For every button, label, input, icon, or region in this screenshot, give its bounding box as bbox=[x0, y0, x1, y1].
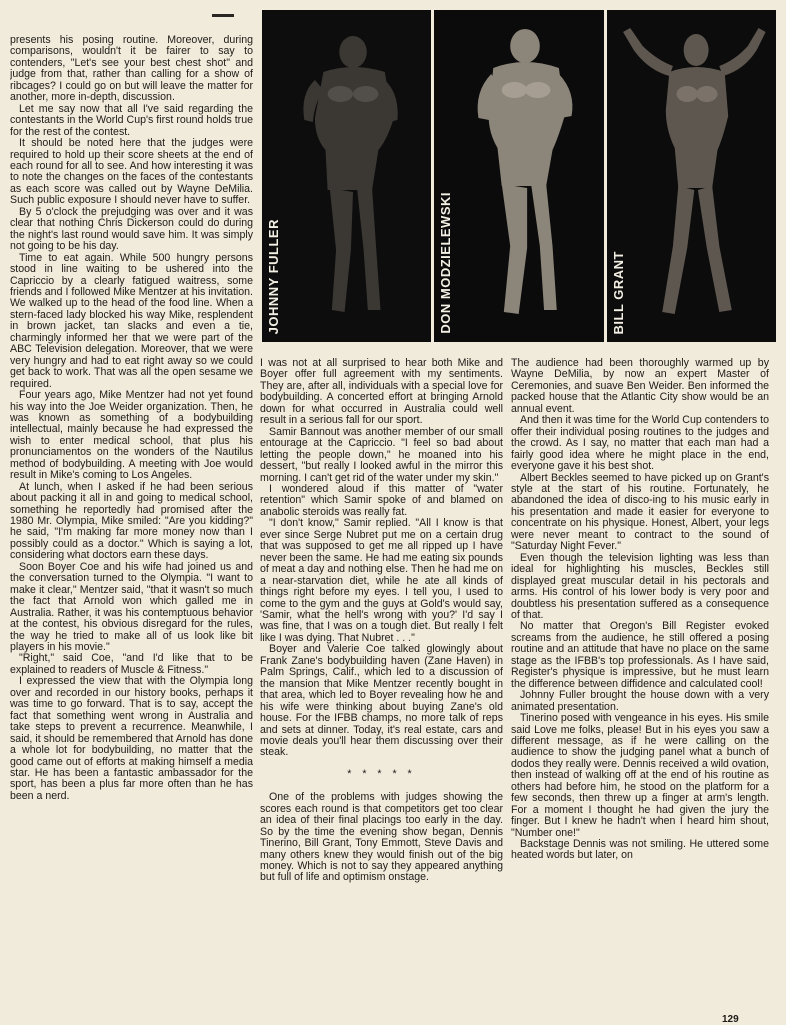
paragraph: "Right," said Coe, "and I'd like that to be explained to readers of Muscle & Fitness." bbox=[10, 652, 253, 676]
paragraph: Let me say now that all I've said regarding the contestants in the World Cup's first round holds true for the rest of the contest. bbox=[10, 102, 253, 138]
paragraph: No matter that Oregon's Bill Register evoked screams from the audience, he still offered a posing routine and an attitude that have no place on the same stage as the IFBB's top professionals. As I have said, Register's physique is impressive, but he must learn the difference between diffidence and calculated cool! bbox=[511, 620, 769, 690]
paragraph: Albert Beckles seemed to have picked up on Grant's style at the start of his routine. Fortunately, he abandoned the idea of disco-ing to his music early in his presentation and made it easier for everyone to concentrate on his physique. Honest, Albert, your legs were never meant to contract to the sound of "Saturday Night Fever." bbox=[511, 471, 769, 553]
paragraph: Four years ago, Mike Mentzer had not yet found his way into the Joe Weider organization. Then, he was known as something of a bodybuilding intellectual, mainly because he had expressed the wish to enter medical school, that plus his pronunciamentos on the wonders of the Nautilus method of bodybuilding. A meeting with Joe would result in Mike's coming to Los Angeles. bbox=[10, 389, 253, 482]
paragraph: Soon Boyer Coe and his wife had joined us and the conversation turned to the Olympia. "I want to make it clear," Mentzer said, "that it wasn't so much the fact that Arnold won which galled me in Australia. Rather, it was his contemptuous behavior at the contest, his obvious disregard for the rules, the way he tried to make all of us look like bit players in his movie." bbox=[10, 560, 253, 654]
paragraph: "I don't know," Samir replied. "All I know is that ever since Serge Nubret put me on a certain drug that was supposed to get me all ripped up I have never been the same. He had me eating six pounds of meat a day and nothing else. Then he had me on a near-starvation diet, while he ate all kinds of things right before my eyes. I tell you, I used to come to the gym and the guys at Gold's would say, 'Samir, what the hell's wrong with you?' I'd say I was fine, that I was on a tough diet. But really I felt like I was dying. That Nubret . . ." bbox=[260, 517, 503, 644]
paragraph: At lunch, when I asked if he had been serious about packing it all in and going to medical school, something he reportedly had promised after the 1980 Mr. Olympia, Mike smiled: "Are you kidding?" he said, "I'm making far more money now than I possibly could as a doctor." Which is saying a lot, considering what doctors earn these days. bbox=[10, 480, 253, 562]
paragraph: By 5 o'clock the prejudging was over and it was clear that nothing Chris Dickerson could do during the night's last round would save him. It was simply not going to be his day. bbox=[10, 205, 253, 253]
paragraph: Even though the television lighting was less than ideal for highlighting his muscles, Beckles still displayed great muscular detail in his pectorals and arms. His control of his lower body is very poor and doubtless his presentation suffered as a consequence of that. bbox=[511, 551, 769, 621]
bodybuilder-silhouette-2 bbox=[434, 10, 603, 342]
paragraph: It should be noted here that the judges were required to hold up their score sheets at the end of each round for all to see. And how interesting it was to note the changes on the faces of the contestants as each score was called out by Wayne DeMilia. Such public exposure I should never have to suffer. bbox=[10, 137, 253, 207]
photo-strip bbox=[262, 10, 776, 342]
page-number: 129 bbox=[722, 1014, 739, 1025]
photo-johnny-fuller bbox=[262, 10, 431, 342]
paragraph: And then it was time for the World Cup contenders to offer their individual posing routines to the judges and the crowd. As I say, no matter that each man had a fairly good idea where he might place in the end, everyone gave it his best shot. bbox=[511, 414, 769, 473]
article-column-2 bbox=[260, 358, 503, 998]
paragraph: presents his posing routine. Moreover, during comparisons, wouldn't it be fairer to say to contenders, "Let's see your best chest shot" and judge from that, rather than calling for a show of ribcages? I could go on but will leave the matter for another, more in-depth, discussion. bbox=[10, 35, 253, 104]
paragraph: Johnny Fuller brought the house down with a very animated presentation. bbox=[511, 689, 769, 713]
paragraph: I expressed the view that with the Olympia long over and recorded in our history books, perhaps it was time to go forward. That is to say, accept the fact that something went wrong in Australia and take steps to prevent a recurrence. Meanwhile, I said, it should be remembered that Arnold has done a whole lot for bodybuilding, no matter that the good came out of efforts at making himself a media star. He has been a fantastic ambassador for the sport, has been a plus far more often than he has been a nerd. bbox=[10, 675, 253, 802]
paragraph: Backstage Dennis was not smiling. He uttered some heated words but later, on bbox=[511, 838, 769, 862]
paragraph: Boyer and Valerie Coe talked glowingly about Frank Zane's bodybuilding haven (Zane Haven) in Palm Springs, Calif., which led to a discussion of the mansion that Mike Mentzer recently bought in that area, which led to Boyer revealing how he and his wife were thinking about buying Zane's old house. For the IFBB champs, no more talk of reps and sets at dinner. Today, it's real estate, cars and movie deals you'll hear them discussing over their steak. bbox=[260, 643, 503, 759]
paragraph: Tinerino posed with vengeance in his eyes. His smile said Love me folks, please! But in his eyes you saw a different message, as if he were calling on the audience to show the judging panel what a bunch of dodos they really were. Dennis received a wild ovation, then instead of walking off at the end of his routine as others had before him, he stood on the platform for a few seconds, then threw up a finger at arm's length. For a moment I thought he had given the jury the finger. But I knew he hadn't when I heard him shout, "Number one!" bbox=[511, 712, 769, 839]
bodybuilder-silhouette-1 bbox=[262, 10, 431, 342]
caption-johnny-fuller: JOHNNY FULLER bbox=[266, 218, 281, 334]
section-break: * * * * * bbox=[347, 767, 416, 780]
photo-bill-grant bbox=[607, 10, 776, 342]
paragraph: I was not at all surprised to hear both Mike and Boyer offer full agreement with my sentiments. They are, after all, individuals with a special love for bodybuilding. A concerted effort at bringing Arnold down for what occurred in Australia could well result in a serious fall for our sport. bbox=[260, 358, 503, 427]
article-column-1 bbox=[10, 35, 253, 995]
bodybuilder-silhouette-3 bbox=[607, 10, 776, 342]
article-column-3 bbox=[511, 358, 769, 998]
caption-don-modzielewski: DON MODZIELEWSKI bbox=[438, 192, 454, 334]
paragraph: I wondered aloud if this matter of "water retention" which Samir spoke of and blamed on anabolic steroids was really fat. bbox=[260, 482, 503, 518]
paragraph: The audience had been thoroughly warmed up by Wayne DeMilia, by now an expert Master of Ceremonies, and suave Ben Weider. Ben informed the packed house that the Atlantic City show would be an annual event. bbox=[511, 358, 769, 415]
paragraph: One of the problems with judges showing the scores each round is that competitors get too clear an idea of their final placings too early in the day. So by the time the evening show began, Dennis Tinerino, Bill Grant, Tony Emmott, Steve Davis and many others knew they would finish out of the big money. Which is not to say they appeared anything but full of life and optimism onstage. bbox=[260, 791, 503, 884]
photo-don-modzielewski bbox=[434, 10, 603, 342]
top-rule-mark bbox=[212, 14, 234, 17]
paragraph: Time to eat again. While 500 hungry persons stood in line waiting to be ushered into the Capriccio by a clearly fatigued waitress, some friends and I followed Mike Mentzer at his invitation. We walked up to the head of the food line. When a stern-faced lady blocked his way Mike, resplendent in brown jacket, tan slacks and even a tie, charmingly informed her that we were part of the ABC Television delegation. Moreover, that we were very hungry and had to eat right away so we could get back to work. That was all the open sesame we required. bbox=[10, 251, 253, 390]
caption-bill-grant: BILL GRANT bbox=[610, 250, 626, 334]
paragraph: Samir Bannout was another member of our small entourage at the Capriccio. "I feel so bad about letting the people down," he moaned into his dessert, "but really I looked awful in the mirror this morning. I can't get rid of the water under my skin." bbox=[260, 425, 503, 484]
